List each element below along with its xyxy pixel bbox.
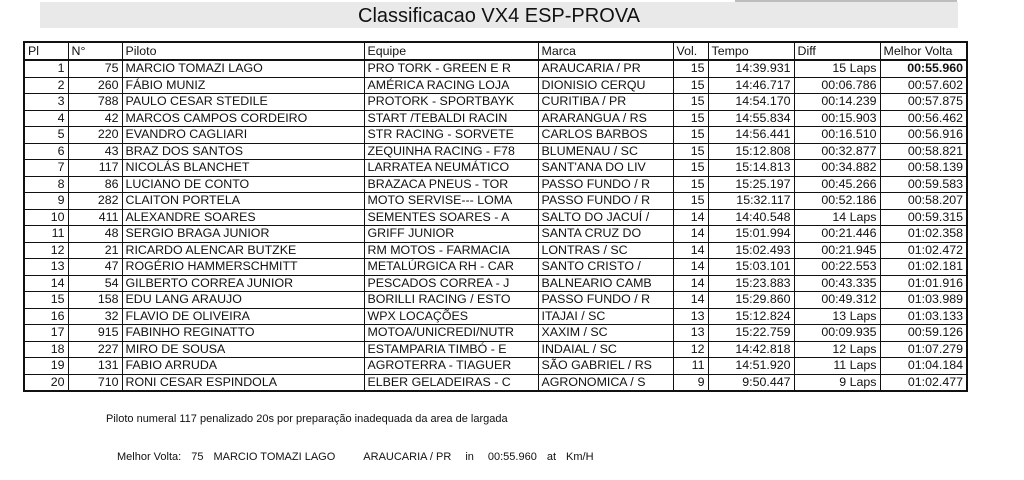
col-equipe-cell: PROTORK - SPORTBAYK [364,94,538,111]
col-tempo-cell: 14:56.441 [708,127,794,144]
table-row [24,325,967,342]
col-piloto-cell: PAULO CESAR STEDILE [122,94,364,111]
col-marca-cell: ITAJAI / SC [538,308,673,325]
col-piloto-cell: FÁBIO MUNIZ [122,77,364,94]
penalty-note: Piloto numeral 117 penalizado 20s por preparação inadequada da area de largada [106,413,508,425]
col-equipe-cell: ELBER GELADEIRAS - C [364,374,538,391]
col-melhor-volta-cell: 01:02.181 [880,259,967,276]
table-row [24,341,967,358]
col-equipe-cell: METALÚRGICA RH - CAR [364,259,538,276]
col-melhor-volta-cell: 00:56.916 [880,127,967,144]
best-lap-unit: Km/H [566,451,594,463]
col-marca-cell: SANTO CRISTO / [538,259,673,276]
col-diff-cell: 00:22.553 [794,259,880,276]
col-tempo-cell: 14:39.931 [708,60,794,77]
col-vol-cell: 12 [673,341,708,358]
col-equipe-cell: MOTOA/UNICREDI/NUTR [364,325,538,342]
col-diff-cell: 00:49.312 [794,292,880,309]
col-vol-cell: 15 [673,94,708,111]
col-pl-cell: 7 [24,160,68,177]
column-header-melhor-volta: Melhor Volta [880,42,967,60]
col-pl-cell: 10 [24,209,68,226]
table-row [24,292,967,309]
col-pl-cell: 20 [24,374,68,391]
col-number-cell: 158 [68,292,122,309]
column-header-piloto: Piloto [122,42,364,60]
col-vol-cell: 14 [673,259,708,276]
col-equipe-cell: ESTAMPARIA TIMBÓ - E [364,341,538,358]
col-equipe-cell: MOTO SERVISE--- LOMA [364,193,538,210]
best-lap-summary [117,451,604,463]
results-table [23,41,968,392]
col-piloto-cell: MARCOS CAMPOS CORDEIRO [122,110,364,127]
col-diff-cell: 00:52.186 [794,193,880,210]
col-equipe-cell: LARRATEA NEUMÁTICO [364,160,538,177]
col-diff-cell: 00:21.446 [794,226,880,243]
col-tempo-cell: 15:32.117 [708,193,794,210]
col-pl-cell: 11 [24,226,68,243]
col-melhor-volta-cell: 01:03.989 [880,292,967,309]
page-title: Classificacao VX4 ESP-PROVA [358,5,640,27]
col-number-cell: 48 [68,226,122,243]
table-row [24,176,967,193]
table-row [24,77,967,94]
col-melhor-volta-cell: 01:02.477 [880,374,967,391]
col-marca-cell: ARAUCARIA / PR [538,60,673,77]
col-melhor-volta-cell: 00:59.315 [880,209,967,226]
col-melhor-volta-cell: 01:02.472 [880,242,967,259]
col-marca-cell: AGRONOMICA / S [538,374,673,391]
col-pl-cell: 18 [24,341,68,358]
col-diff-cell: 12 Laps [794,341,880,358]
column-header-vol: Vol. [673,42,708,60]
col-vol-cell: 15 [673,160,708,177]
col-marca-cell: SÃO GABRIEL / RS [538,358,673,375]
col-marca-cell: CURITIBA / PR [538,94,673,111]
col-melhor-volta-cell: 01:02.358 [880,226,967,243]
col-vol-cell: 14 [673,275,708,292]
col-equipe-cell: AMÉRICA RACING LOJA [364,77,538,94]
col-diff-cell: 00:16.510 [794,127,880,144]
col-piloto-cell: MARCIO TOMAZI LAGO [122,60,364,77]
col-number-cell: 227 [68,341,122,358]
col-equipe-cell: GRIFF JUNIOR [364,226,538,243]
col-number-cell: 710 [68,374,122,391]
col-tempo-cell: 15:25.197 [708,176,794,193]
col-marca-cell: LONTRAS / SC [538,242,673,259]
col-melhor-volta-cell: 01:03.133 [880,308,967,325]
col-marca-cell: CARLOS BARBOS [538,127,673,144]
column-header-pl: Pl [24,42,68,60]
col-marca-cell: PASSO FUNDO / R [538,292,673,309]
col-pl-cell: 6 [24,143,68,160]
best-lap-number: 75 [191,451,204,463]
title-divider [735,0,957,2]
col-piloto-cell: CLAITON PORTELA [122,193,364,210]
col-vol-cell: 15 [673,110,708,127]
col-piloto-cell: EVANDRO CAGLIARI [122,127,364,144]
col-diff-cell: 11 Laps [794,358,880,375]
table-row [24,127,967,144]
col-marca-cell: XAXIM / SC [538,325,673,342]
column-header-number: N° [68,42,122,60]
table-row [24,226,967,243]
col-tempo-cell: 14:42.818 [708,341,794,358]
col-melhor-volta-cell: 00:55.960 [880,60,967,77]
col-vol-cell: 15 [673,127,708,144]
col-piloto-cell: FLAVIO DE OLIVEIRA [122,308,364,325]
col-diff-cell: 00:09.935 [794,325,880,342]
col-equipe-cell: START /TEBALDI RACIN [364,110,538,127]
col-number-cell: 282 [68,193,122,210]
col-marca-cell: SANTA CRUZ DO [538,226,673,243]
best-lap-time: 00:55.960 [487,451,537,463]
col-tempo-cell: 14:51.920 [708,358,794,375]
col-number-cell: 43 [68,143,122,160]
col-tempo-cell: 15:12.824 [708,308,794,325]
col-piloto-cell: EDU LANG ARAUJO [122,292,364,309]
col-marca-cell: INDAIAL / SC [538,341,673,358]
col-piloto-cell: FABIO ARRUDA [122,358,364,375]
col-number-cell: 86 [68,176,122,193]
col-pl-cell: 19 [24,358,68,375]
col-number-cell: 260 [68,77,122,94]
col-piloto-cell: RICARDO ALENCAR BUTZKE [122,242,364,259]
table-row [24,110,967,127]
col-melhor-volta-cell: 00:59.583 [880,176,967,193]
col-piloto-cell: ROGÉRIO HAMMERSCHMITT [122,259,364,276]
col-equipe-cell: RM MOTOS - FARMACIA [364,242,538,259]
col-vol-cell: 15 [673,193,708,210]
col-diff-cell: 00:43.335 [794,275,880,292]
table-row [24,259,967,276]
title-bar [40,2,958,28]
col-melhor-volta-cell: 00:57.602 [880,77,967,94]
col-diff-cell: 00:15.903 [794,110,880,127]
table-row [24,209,967,226]
col-tempo-cell: 14:55.834 [708,110,794,127]
col-vol-cell: 14 [673,242,708,259]
col-piloto-cell: FABINHO REGINATTO [122,325,364,342]
col-tempo-cell: 15:12.808 [708,143,794,160]
col-diff-cell: 00:34.882 [794,160,880,177]
col-marca-cell: BLUMENAU / SC [538,143,673,160]
col-vol-cell: 9 [673,374,708,391]
col-melhor-volta-cell: 00:58.207 [880,193,967,210]
col-equipe-cell: STR RACING - SORVETE [364,127,538,144]
table-row [24,60,967,77]
col-equipe-cell: WPX LOCAÇÕES [364,308,538,325]
col-number-cell: 411 [68,209,122,226]
col-diff-cell: 9 Laps [794,374,880,391]
col-piloto-cell: ALEXANDRE SOARES [122,209,364,226]
col-melhor-volta-cell: 01:04.184 [880,358,967,375]
col-piloto-cell: SERGIO BRAGA JUNIOR [122,226,364,243]
col-tempo-cell: 15:02.493 [708,242,794,259]
col-melhor-volta-cell: 00:57.875 [880,94,967,111]
col-melhor-volta-cell: 01:01.916 [880,275,967,292]
col-pl-cell: 1 [24,60,68,77]
col-diff-cell: 14 Laps [794,209,880,226]
col-diff-cell: 00:45.266 [794,176,880,193]
col-number-cell: 32 [68,308,122,325]
col-pl-cell: 12 [24,242,68,259]
col-number-cell: 42 [68,110,122,127]
col-vol-cell: 15 [673,60,708,77]
col-pl-cell: 17 [24,325,68,342]
col-melhor-volta-cell: 00:58.139 [880,160,967,177]
col-tempo-cell: 15:03.101 [708,259,794,276]
col-pl-cell: 14 [24,275,68,292]
col-marca-cell: SALTO DO JACUÍ / [538,209,673,226]
col-piloto-cell: MIRO DE SOUSA [122,341,364,358]
col-number-cell: 131 [68,358,122,375]
col-melhor-volta-cell: 00:58.821 [880,143,967,160]
col-number-cell: 47 [68,259,122,276]
best-lap-in-label: in [465,451,474,463]
col-number-cell: 75 [68,60,122,77]
col-number-cell: 21 [68,242,122,259]
col-pl-cell: 16 [24,308,68,325]
col-equipe-cell: SEMENTES SOARES - A [364,209,538,226]
col-marca-cell: ARARANGUA / RS [538,110,673,127]
col-pl-cell: 15 [24,292,68,309]
table-body [24,60,967,391]
col-piloto-cell: NICOLÁS BLANCHET [122,160,364,177]
col-vol-cell: 13 [673,308,708,325]
col-marca-cell: DIONISIO CERQU [538,77,673,94]
col-diff-cell: 15 Laps [794,60,880,77]
table-row [24,374,967,391]
table-row [24,160,967,177]
col-equipe-cell: PESCADOS CORREA - J [364,275,538,292]
table-row [24,94,967,111]
col-diff-cell: 13 Laps [794,308,880,325]
col-diff-cell: 00:21.945 [794,242,880,259]
col-vol-cell: 15 [673,77,708,94]
table-row [24,308,967,325]
table-row [24,242,967,259]
col-vol-cell: 14 [673,292,708,309]
col-pl-cell: 13 [24,259,68,276]
col-tempo-cell: 15:01.994 [708,226,794,243]
col-piloto-cell: RONI CESAR ESPINDOLA [122,374,364,391]
col-tempo-cell: 15:14.813 [708,160,794,177]
col-marca-cell: BALNEARIO CAMB [538,275,673,292]
col-piloto-cell: GILBERTO CORREA JUNIOR [122,275,364,292]
table-row [24,358,967,375]
col-equipe-cell: PRO TORK - GREEN E R [364,60,538,77]
col-vol-cell: 13 [673,325,708,342]
col-diff-cell: 00:32.877 [794,143,880,160]
table-header-row [24,42,967,60]
col-pl-cell: 9 [24,193,68,210]
col-vol-cell: 11 [673,358,708,375]
col-vol-cell: 14 [673,226,708,243]
table-row [24,193,967,210]
col-number-cell: 788 [68,94,122,111]
col-pl-cell: 8 [24,176,68,193]
col-number-cell: 54 [68,275,122,292]
col-tempo-cell: 14:54.170 [708,94,794,111]
table-row [24,143,967,160]
best-lap-label: Melhor Volta: [117,451,182,463]
col-diff-cell: 00:14.239 [794,94,880,111]
col-piloto-cell: LUCIANO DE CONTO [122,176,364,193]
col-vol-cell: 14 [673,209,708,226]
col-tempo-cell: 14:40.548 [708,209,794,226]
best-lap-at-label: at [546,451,557,463]
col-tempo-cell: 15:29.860 [708,292,794,309]
col-vol-cell: 15 [673,176,708,193]
col-marca-cell: PASSO FUNDO / R [538,193,673,210]
col-marca-cell: SANT'ANA DO LIV [538,160,673,177]
col-piloto-cell: BRAZ DOS SANTOS [122,143,364,160]
col-pl-cell: 2 [24,77,68,94]
col-vol-cell: 15 [673,143,708,160]
best-lap-city: ARAUCARIA / PR [363,451,452,463]
col-pl-cell: 3 [24,94,68,111]
col-pl-cell: 5 [24,127,68,144]
col-tempo-cell: 15:22.759 [708,325,794,342]
col-diff-cell: 00:06.786 [794,77,880,94]
col-number-cell: 915 [68,325,122,342]
column-header-marca: Marca [538,42,673,60]
col-equipe-cell: BORILLI RACING / ESTO [364,292,538,309]
column-header-equipe: Equipe [364,42,538,60]
col-equipe-cell: BRAZACA PNEUS - TOR [364,176,538,193]
col-equipe-cell: ZEQUINHA RACING - F78 [364,143,538,160]
col-tempo-cell: 9:50.447 [708,374,794,391]
col-melhor-volta-cell: 00:59.126 [880,325,967,342]
best-lap-pilot: MARCIO TOMAZI LAGO [213,451,336,463]
col-number-cell: 117 [68,160,122,177]
col-equipe-cell: AGROTERRA - TIAGUER [364,358,538,375]
column-header-tempo: Tempo [708,42,794,60]
col-tempo-cell: 15:23.883 [708,275,794,292]
col-number-cell: 220 [68,127,122,144]
col-melhor-volta-cell: 01:07.279 [880,341,967,358]
col-tempo-cell: 14:46.717 [708,77,794,94]
table-row [24,275,967,292]
col-pl-cell: 4 [24,110,68,127]
column-header-diff: Diff [794,42,880,60]
col-marca-cell: PASSO FUNDO / R [538,176,673,193]
col-melhor-volta-cell: 00:56.462 [880,110,967,127]
